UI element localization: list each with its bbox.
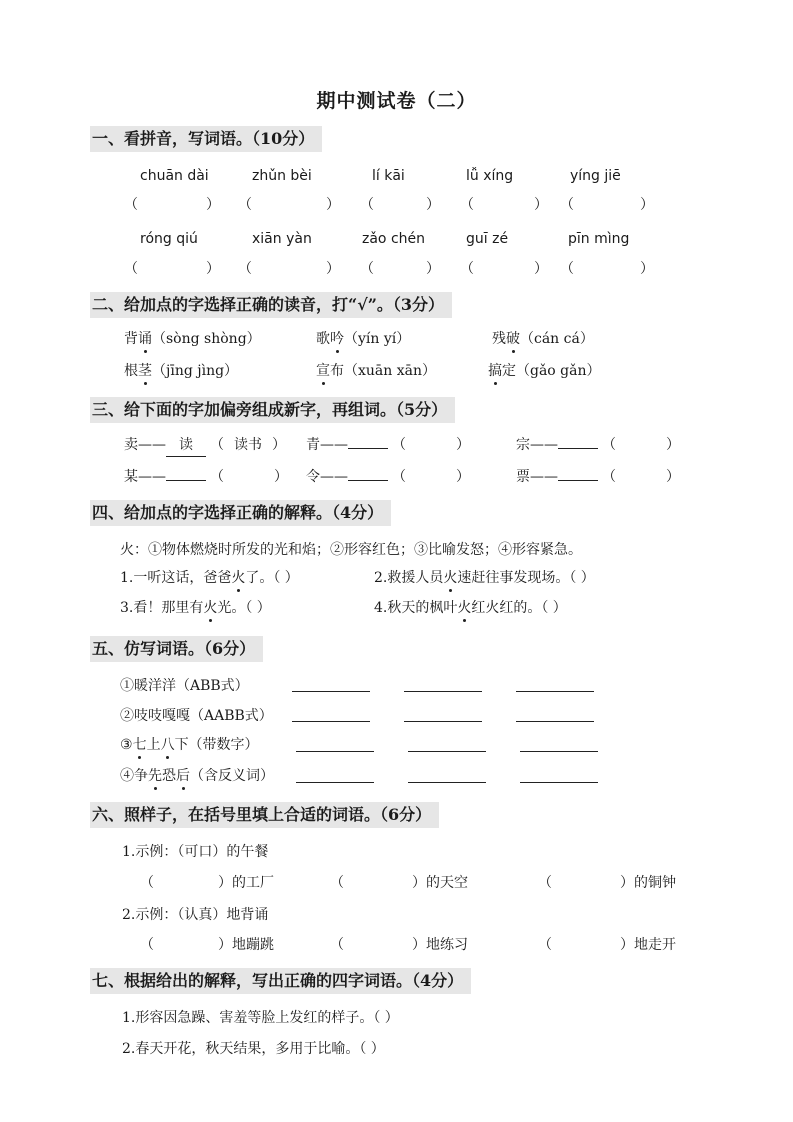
pinyin-row-1 — [0, 165, 793, 187]
q-pre: 2.救援人员 — [374, 570, 444, 586]
char: 恐 — [162, 768, 176, 784]
paren-open: （ — [560, 261, 574, 277]
paren-close: ） — [534, 197, 548, 213]
reading-item-4 — [124, 360, 238, 382]
answer-line[interactable] — [296, 750, 374, 752]
meaning-q1 — [120, 567, 299, 589]
radical-row-1 — [0, 434, 793, 456]
dotted-char: 火 — [457, 597, 471, 619]
imitate-prompt-3 — [120, 734, 259, 756]
answer-row-2 — [0, 258, 793, 280]
dotted-char: 先 — [148, 765, 162, 787]
radical-item-2: 青—— （ ） — [306, 437, 470, 453]
pinyin-7: xiān yàn — [252, 231, 312, 247]
options: 布（xuān xān） — [330, 363, 436, 379]
paren-close: ） — [640, 261, 654, 277]
idiom-q1 — [0, 1007, 793, 1029]
page-title: 期中测试卷（二） — [316, 90, 477, 112]
example-word: 读书 — [234, 437, 262, 453]
pinyin-6: róng qiú — [140, 231, 198, 247]
radical-item-5: 令—— （ ） — [306, 469, 470, 485]
dash: —— — [138, 469, 166, 485]
dotted-char: 后 — [176, 765, 190, 787]
rest: 下（带数字） — [174, 737, 259, 753]
dotted-char: 七 — [133, 734, 147, 756]
dotted-char: 诵 — [138, 328, 152, 350]
pinyin-3: lí kāi — [372, 168, 405, 184]
options: （cán cá） — [520, 331, 594, 347]
definition-line — [0, 539, 793, 561]
fire-definitions: 火：①物体燃烧时所发的光和焰；②形容红色；③比喻发怒；④形容紧急。 — [120, 542, 582, 558]
char: 残 — [492, 331, 506, 347]
fill-row-1: （ ）的工厂 （ ）的天空 （ ）的铜钟 — [0, 872, 793, 894]
char-blank[interactable] — [166, 480, 206, 481]
paren-open: （ — [360, 261, 374, 277]
section-6-heading: 六、照样子，在括号里填上合适的词语。（6分） — [90, 802, 439, 828]
answer-line[interactable] — [404, 720, 482, 722]
char-blank[interactable] — [348, 480, 388, 481]
imitate-row-3 — [0, 734, 793, 756]
imitate-prompt-4 — [120, 765, 274, 787]
answer-line[interactable] — [296, 781, 374, 783]
section-4-heading: 四、给加点的字选择正确的解释。（4分） — [90, 500, 391, 526]
section-3-heading: 三、给下面的字加偏旁组成新字，再组词。（5分） — [90, 397, 455, 423]
char-blank[interactable] — [558, 480, 598, 481]
reading-item-5 — [316, 360, 436, 382]
meaning-row-2 — [0, 597, 793, 619]
dotted-char: 火 — [203, 597, 217, 619]
pinyin-5: yíng jiē — [570, 168, 621, 184]
char-blank[interactable] — [348, 448, 388, 449]
section-2-heading: 二、给加点的字选择正确的读音，打“√”。（3分） — [90, 292, 452, 318]
dotted-char: 火 — [443, 567, 457, 589]
meaning-q2 — [374, 567, 595, 589]
char-blank[interactable] — [558, 448, 598, 449]
paren-close: ） — [326, 197, 340, 213]
pinyin-9: guī zé — [466, 231, 509, 247]
base-char: 票 — [516, 469, 530, 485]
rest: （含反义词） — [190, 768, 274, 784]
dotted-char: 八 — [161, 734, 175, 756]
paren-open: （ — [460, 261, 474, 277]
options: （sòng shòng） — [152, 331, 261, 347]
dash: —— — [138, 437, 166, 453]
fill-item: ）地走开 — [620, 937, 676, 953]
radical-item-4: 某—— （ ） — [124, 469, 288, 485]
imitate-row-1 — [0, 675, 793, 697]
question-text: 2.春天开花，秋天结果，多用于比喻。（ ） — [122, 1041, 385, 1057]
reading-item-1 — [124, 328, 261, 350]
imitate-row-4 — [0, 765, 793, 787]
base-char: 卖 — [124, 437, 138, 453]
paren-open: （ — [560, 197, 574, 213]
dotted-char: 搞 — [488, 360, 502, 382]
char: 背 — [124, 331, 138, 347]
char: 歌 — [316, 331, 330, 347]
imitate-prompt-2: ②吱吱嘎嘎（AABB式） — [120, 708, 273, 724]
radical-item-1: 卖—— 读 （ 读书 ） — [124, 434, 286, 457]
pinyin-4: lǚ xíng — [466, 168, 514, 184]
meaning-q3 — [120, 597, 271, 619]
answer-line[interactable] — [516, 690, 594, 692]
q-post: 了。（ ） — [245, 570, 299, 586]
dash: —— — [530, 469, 558, 485]
num: ④争 — [120, 768, 148, 784]
options: （yín yí） — [344, 331, 411, 347]
base-char: 宗 — [516, 437, 530, 453]
paren-close: ） — [206, 197, 220, 213]
reading-item-3 — [492, 328, 594, 350]
paren-close: ） — [426, 261, 440, 277]
q-pre: 3.看！那里有 — [120, 600, 204, 616]
question-text: 1.形容因急躁、害羞等脸上发红的样子。（ ） — [122, 1010, 399, 1026]
fill-item: ）地练习 — [412, 937, 468, 953]
paren-close: ） — [206, 261, 220, 277]
answer-line[interactable] — [404, 690, 482, 692]
q-post: 光。（ ） — [217, 600, 271, 616]
imitate-row-2 — [0, 705, 793, 727]
answer-line[interactable] — [520, 781, 598, 783]
example-1 — [0, 841, 793, 863]
meaning-q4 — [374, 597, 567, 619]
pinyin-8: zǎo chén — [362, 231, 425, 247]
dash: —— — [320, 469, 348, 485]
char: 上 — [146, 737, 161, 753]
radical-item-3: 宗—— （ ） — [516, 437, 680, 453]
base-char: 某 — [124, 469, 138, 485]
example-2 — [0, 904, 793, 926]
paren-open: （ — [360, 197, 374, 213]
pinyin-10: pīn mìng — [568, 231, 630, 247]
dotted-char: 吟 — [330, 328, 344, 350]
fill-item: ）的工厂 — [218, 875, 274, 891]
q-post: 速赶往事发现场。（ ） — [457, 570, 595, 586]
paren-open: （ — [124, 197, 138, 213]
section-1-heading: 一、看拼音，写词语。（10分） — [90, 126, 322, 152]
example-text: 1.示例：（可口）的午餐 — [122, 844, 269, 860]
paren-close: ） — [534, 261, 548, 277]
answer-line[interactable] — [520, 750, 598, 752]
q-pre: 1.一听这话，爸爸 — [120, 570, 232, 586]
char: 根 — [124, 363, 138, 379]
q-post: 红火红的。（ ） — [471, 600, 567, 616]
section-5-heading: 五、仿写词语。（6分） — [90, 636, 263, 662]
pinyin-1: chuān dài — [140, 168, 209, 184]
pinyin-2: zhǔn bèi — [252, 168, 312, 184]
section-7-heading: 七、根据给出的解释，写出正确的四字词语。（4分） — [90, 968, 471, 994]
paren-close: ） — [640, 197, 654, 213]
meaning-row-1 — [0, 567, 793, 589]
fill-row-2: （ ）地蹦跳 （ ）地练习 （ ）地走开 — [0, 934, 793, 956]
dash: —— — [530, 437, 558, 453]
reading-row-1 — [0, 328, 793, 350]
answer-line[interactable] — [408, 750, 486, 752]
paren-open: （ — [238, 197, 252, 213]
answer-line[interactable] — [292, 720, 370, 722]
dotted-char: 宣 — [316, 360, 330, 382]
reading-item-2 — [316, 328, 410, 350]
options: 定（gǎo gǎn） — [502, 363, 601, 379]
options: （jīng jìng） — [152, 363, 239, 379]
paren-open: （ — [238, 261, 252, 277]
idiom-q2 — [0, 1038, 793, 1060]
answer-row-1 — [0, 194, 793, 216]
radical-item-6: 票—— （ ） — [516, 469, 680, 485]
reading-row-2 — [0, 360, 793, 382]
paren-open: （ — [460, 197, 474, 213]
dotted-char: 破 — [506, 328, 520, 350]
fill-item: ）地蹦跳 — [218, 937, 274, 953]
q-pre: 4.秋天的枫叶 — [374, 600, 458, 616]
imitate-prompt-1: ①暖洋洋（ABB式） — [120, 678, 249, 694]
example-new-char: 读 — [166, 434, 206, 457]
fill-item: ）的铜钟 — [620, 875, 676, 891]
answer-line[interactable] — [408, 781, 486, 783]
fill-item: ）的天空 — [412, 875, 468, 891]
dash: —— — [320, 437, 348, 453]
paren-close: ） — [326, 261, 340, 277]
pinyin-row-2 — [0, 228, 793, 250]
paren-open: （ — [124, 261, 138, 277]
base-char: 青 — [306, 437, 320, 453]
dotted-char: 茎 — [138, 360, 152, 382]
example-text: 2.示例：（认真）地背诵 — [122, 907, 269, 923]
paren-close: ） — [426, 197, 440, 213]
answer-line[interactable] — [516, 720, 594, 722]
reading-item-6 — [488, 360, 601, 382]
base-char: 令 — [306, 469, 320, 485]
dotted-char: 火 — [231, 567, 245, 589]
radical-row-2 — [0, 466, 793, 488]
num: ③ — [120, 737, 133, 753]
answer-line[interactable] — [292, 690, 370, 692]
